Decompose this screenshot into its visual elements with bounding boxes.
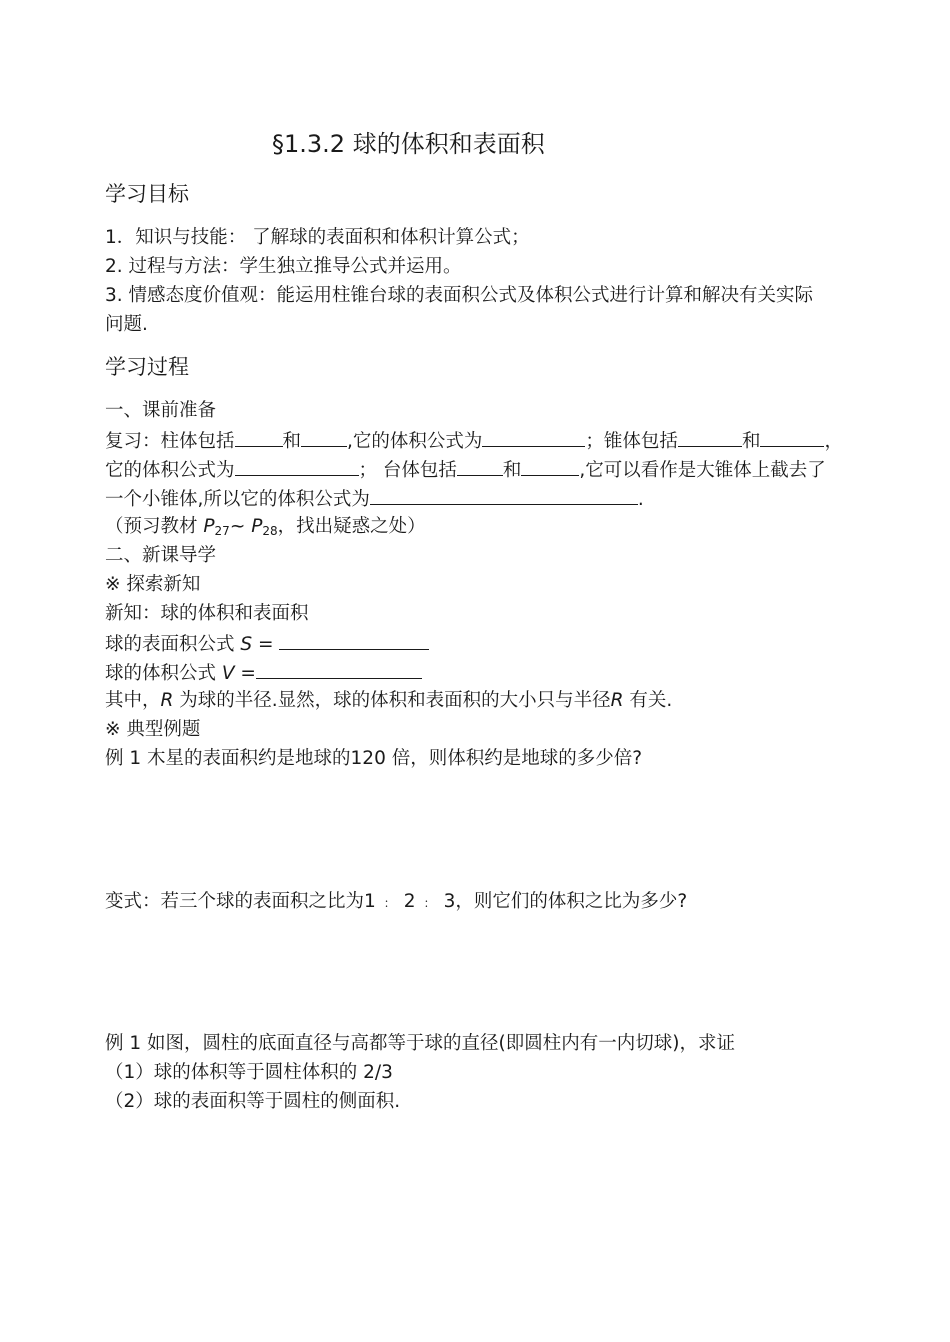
review-text: ； 台体包括 <box>358 460 457 481</box>
page-var: P <box>203 516 215 537</box>
review-text: 和 <box>502 460 522 481</box>
review-text: 它的体积公式为 <box>105 460 235 481</box>
example-2-line-3: （2）球的表面积等于圆柱的侧面积. <box>105 1091 401 1112</box>
fill-blank[interactable] <box>370 485 638 505</box>
preview-text: ~ <box>229 516 252 537</box>
formula-var: S <box>240 634 253 655</box>
preview-text: （预习教材 <box>105 516 204 537</box>
radius-var: R <box>160 690 174 711</box>
page-number: 27 <box>214 524 230 538</box>
fill-blank[interactable] <box>457 456 503 476</box>
variant-text: 3，则它们的体积之比为多少? <box>443 891 688 912</box>
review-text: 和 <box>282 431 302 452</box>
preview-text: ，找出疑惑之处） <box>277 516 426 537</box>
review-text: 复习：柱体包括 <box>105 431 235 452</box>
example-1: 例 1 木星的表面积约是地球的120 倍，则体积约是地球的多少倍? <box>105 748 643 769</box>
variant-question <box>105 889 687 916</box>
section-prep: 一、课前准备 <box>105 400 217 421</box>
fill-blank[interactable] <box>482 427 585 447</box>
fill-blank[interactable] <box>235 456 359 476</box>
fill-blank[interactable] <box>235 427 283 447</box>
formula-eq: = <box>252 634 280 655</box>
fill-blank[interactable] <box>256 659 422 679</box>
review-text: 一个小锥体,所以它的体积公式为 <box>105 489 370 510</box>
preview-note <box>105 514 426 541</box>
examples-heading: ※ 典型例题 <box>105 719 201 740</box>
fill-blank[interactable] <box>301 427 347 447</box>
note-text: 有关. <box>623 690 673 711</box>
review-text: . <box>637 489 644 510</box>
formula-eq: = <box>234 663 256 684</box>
variant-text: 2 <box>403 891 416 912</box>
volume-formula <box>105 659 422 687</box>
variant-text: 变式：若三个球的表面积之比为1 <box>105 891 376 912</box>
fill-blank[interactable] <box>760 427 824 447</box>
fill-blank[interactable] <box>279 630 429 650</box>
radius-note <box>105 688 672 714</box>
review-line-1 <box>105 427 843 455</box>
objective-item-1: 1．知识与技能： 了解球的表面积和体积计算公式； <box>105 227 530 248</box>
page-title: §1.3.2 球的体积和表面积 <box>272 130 545 158</box>
example-2-line-1: 例 1 如图，圆柱的底面直径与高都等于球的直径(即圆柱内有一内切球)，求证 <box>105 1033 735 1054</box>
process-heading: 学习过程 <box>105 355 189 379</box>
page-number: 28 <box>262 524 278 538</box>
formula-label: 球的表面积公式 <box>105 634 241 655</box>
formula-var: V <box>221 663 235 684</box>
objectives-heading: 学习目标 <box>105 182 189 206</box>
objective-item-3: 3. 情感态度价值观：能运用柱锥台球的表面积公式及体积公式进行计算和解决有关实际 <box>105 285 814 306</box>
ratio-separator: ： <box>423 896 436 910</box>
explore-heading: ※ 探索新知 <box>105 574 201 595</box>
objective-item-2: 2. 过程与方法：学生独立推导公式并运用。 <box>105 256 462 277</box>
review-line-2 <box>105 456 826 484</box>
surface-area-formula <box>105 630 429 658</box>
note-text: 为球的半径.显然，球的体积和表面积的大小只与半径 <box>173 690 611 711</box>
formula-label: 球的体积公式 <box>105 663 222 684</box>
radius-var: R <box>610 690 624 711</box>
page-var: P <box>251 516 263 537</box>
ratio-separator: ： <box>383 896 396 910</box>
new-knowledge: 新知：球的体积和表面积 <box>105 603 309 624</box>
review-text: 和 <box>741 431 761 452</box>
section-new-lesson: 二、新课导学 <box>105 545 217 566</box>
fill-blank[interactable] <box>521 456 579 476</box>
review-text: ；锥体包括 <box>585 431 678 452</box>
objective-item-3-cont: 问题. <box>105 314 148 335</box>
review-line-3 <box>105 485 644 513</box>
review-text: ,它的体积公式为 <box>347 431 483 452</box>
review-text: ， <box>824 431 843 452</box>
review-text: ,它可以看作是大锥体上截去了 <box>579 460 826 481</box>
note-text: 其中， <box>105 690 161 711</box>
example-2-line-2: （1）球的体积等于圆柱体积的 2/3 <box>105 1062 393 1083</box>
fill-blank[interactable] <box>678 427 742 447</box>
